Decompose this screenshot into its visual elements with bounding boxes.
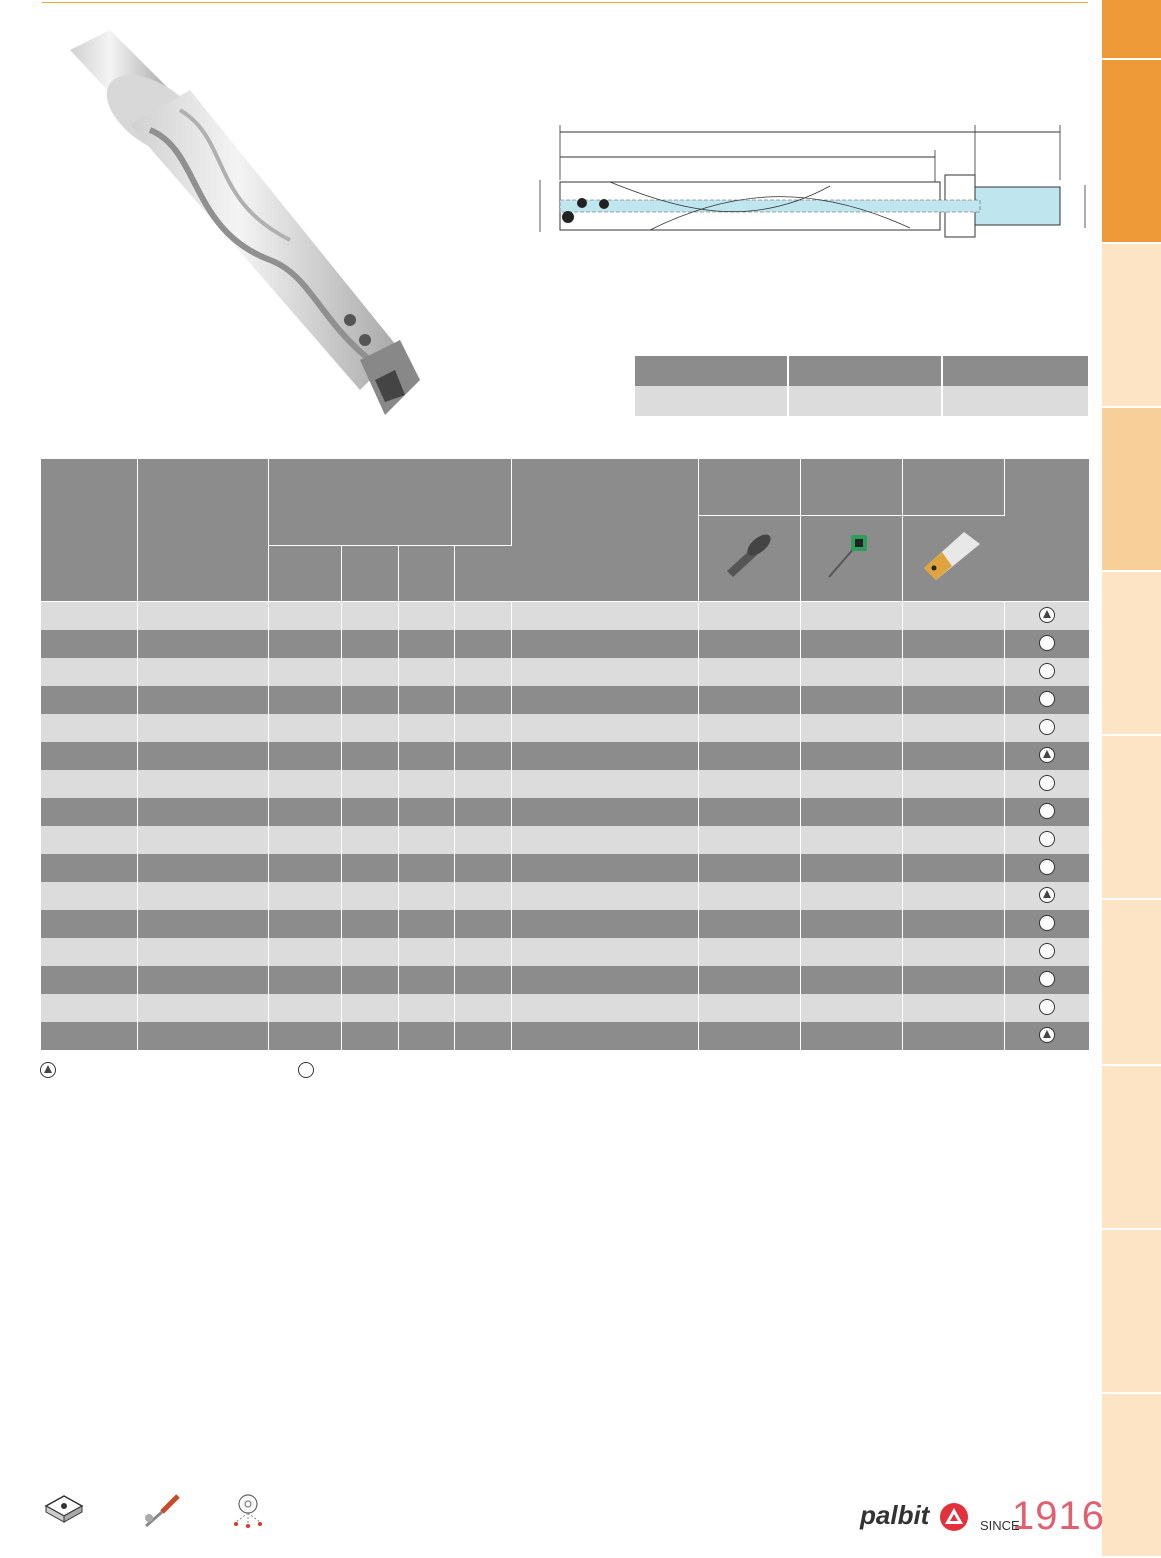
stock-full-icon [40,1062,56,1078]
side-tab-2[interactable] [1102,60,1161,244]
table-cell [341,770,398,798]
table-cell [800,742,902,770]
table-cell [137,1022,268,1050]
stock-empty-icon [1039,915,1055,931]
stock-cell [1004,854,1089,882]
table-cell [698,826,800,854]
brand-logo [860,1500,969,1532]
side-tab-8[interactable] [1102,1066,1161,1230]
table-cell [137,966,268,994]
table-cell [454,770,511,798]
table-cell [902,601,1004,630]
table-cell [800,714,902,742]
table-row [41,798,1089,826]
table-cell [800,966,902,994]
stock-empty-icon [1039,775,1055,791]
stock-empty-icon [1039,691,1055,707]
table-cell [511,714,698,742]
table-cell [41,938,137,966]
table-cell [41,882,137,910]
stock-empty-icon [298,1062,314,1078]
col-subheader [454,545,511,601]
table-row [41,714,1089,742]
table-cell [268,966,341,994]
table-cell [511,826,698,854]
table-cell [268,910,341,938]
col-header-group [268,459,511,545]
table-cell [137,938,268,966]
table-cell [137,742,268,770]
brand-mark-icon [939,1502,969,1532]
table-row [41,601,1089,630]
side-tab-7[interactable] [1102,900,1161,1066]
brand-name: palbit [860,1500,930,1530]
table-cell [268,742,341,770]
table-cell [137,714,268,742]
table-row [41,938,1089,966]
table-cell [268,770,341,798]
stock-cell [1004,882,1089,910]
spec-cell [635,386,788,416]
table-cell [41,658,137,686]
table-cell [268,601,341,630]
table-cell [800,686,902,714]
table-cell [341,658,398,686]
table-cell [511,882,698,910]
table-cell [511,686,698,714]
table-cell [137,770,268,798]
table-cell [41,630,137,658]
table-cell [902,686,1004,714]
table-cell [800,798,902,826]
stock-cell [1004,658,1089,686]
table-cell [511,798,698,826]
stock-cell [1004,770,1089,798]
table-cell [454,826,511,854]
table-cell [800,826,902,854]
table-cell [268,994,341,1022]
stock-full-icon [1039,607,1055,623]
stock-empty-icon [1039,943,1055,959]
side-tab-4[interactable] [1102,408,1161,572]
legend-stock-empty [298,1062,314,1078]
table-cell [902,826,1004,854]
table-cell [398,742,454,770]
table-cell [698,686,800,714]
coolant-icon [228,1494,268,1530]
side-tab-column [1102,0,1161,1556]
table-row [41,854,1089,882]
table-row [41,966,1089,994]
table-cell [698,882,800,910]
table-cell [800,630,902,658]
top-rule [42,2,1088,3]
stock-cell [1004,798,1089,826]
table-cell [698,910,800,938]
table-cell [698,1022,800,1050]
table-cell [511,994,698,1022]
table-cell [268,854,341,882]
table-cell [698,601,800,630]
table-row [41,910,1089,938]
stock-cell [1004,601,1089,630]
table-cell [341,854,398,882]
table-cell [268,798,341,826]
table-cell [800,994,902,1022]
spec-cell [942,386,1088,416]
product-table-body [41,601,1089,1050]
table-cell [511,601,698,630]
side-tab-3[interactable] [1102,244,1161,408]
table-cell [511,630,698,658]
table-cell [41,714,137,742]
table-row [41,826,1089,854]
screwdriver-icon [140,1494,180,1530]
table-cell [454,938,511,966]
table-cell [137,910,268,938]
spec-table [635,356,1088,416]
spec-header-row [635,356,1088,386]
table-cell [454,854,511,882]
stock-empty-icon [1039,719,1055,735]
table-cell [341,994,398,1022]
table-cell [698,630,800,658]
table-cell [398,601,454,630]
table-cell [41,994,137,1022]
table-cell [454,910,511,938]
table-row [41,994,1089,1022]
since-label: SINCE [980,1518,1020,1533]
table-cell [341,601,398,630]
table-cell [511,770,698,798]
table-cell [698,714,800,742]
stock-empty-icon [1039,635,1055,651]
spec-header-cell [635,356,788,386]
table-cell [902,630,1004,658]
table-row [41,770,1089,798]
table-cell [398,882,454,910]
product-table [41,459,1089,1050]
stock-cell [1004,630,1089,658]
table-cell [137,658,268,686]
table-cell [902,910,1004,938]
col-header [800,459,902,515]
table-cell [454,798,511,826]
table-cell [511,742,698,770]
side-tab-9[interactable] [1102,1230,1161,1394]
table-cell [454,686,511,714]
table-cell [398,1022,454,1050]
table-cell [398,798,454,826]
table-cell [341,742,398,770]
stock-empty-icon [1039,831,1055,847]
table-cell [341,798,398,826]
table-cell [698,798,800,826]
table-cell [341,714,398,742]
spec-header-cell [942,356,1088,386]
table-cell [137,601,268,630]
screw-icon [698,515,800,601]
stock-empty-icon [1039,971,1055,987]
table-row [41,658,1089,686]
table-cell [137,798,268,826]
table-cell [800,770,902,798]
table-cell [511,854,698,882]
table-cell [698,770,800,798]
table-cell [137,826,268,854]
table-cell [268,714,341,742]
table-cell [800,854,902,882]
spec-cell [788,386,942,416]
table-cell [41,686,137,714]
table-cell [800,658,902,686]
spec-data-row [635,386,1088,416]
col-header [137,459,268,601]
table-cell [268,630,341,658]
table-cell [268,882,341,910]
table-cell [800,1022,902,1050]
table-cell [398,854,454,882]
col-subheader [398,545,454,601]
table-cell [902,854,1004,882]
drill-diagram [530,120,1095,240]
table-cell [41,1022,137,1050]
table-cell [137,686,268,714]
table-cell [398,826,454,854]
table-cell [511,938,698,966]
col-header [1004,459,1089,601]
stock-full-icon [1039,1027,1055,1043]
table-cell [902,770,1004,798]
table-row [41,1022,1089,1050]
side-tab-1[interactable] [1102,0,1161,60]
table-cell [698,742,800,770]
table-cell [41,826,137,854]
coolant-nozzle-icon [902,515,1004,601]
table-cell [341,938,398,966]
table-cell [398,770,454,798]
table-cell [41,798,137,826]
table-cell [268,938,341,966]
table-cell [268,826,341,854]
stock-empty-icon [1039,663,1055,679]
table-cell [698,658,800,686]
torx-key-icon [800,515,902,601]
table-cell [902,742,1004,770]
stock-cell [1004,686,1089,714]
table-cell [398,686,454,714]
table-cell [454,714,511,742]
table-cell [800,910,902,938]
table-cell [454,994,511,1022]
table-cell [902,966,1004,994]
col-header [698,459,800,515]
table-cell [902,714,1004,742]
table-cell [398,966,454,994]
table-cell [268,1022,341,1050]
table-cell [454,1022,511,1050]
table-cell [800,938,902,966]
table-cell [41,966,137,994]
table-cell [341,882,398,910]
spec-header-cell [788,356,942,386]
drill-photo [40,30,440,440]
table-cell [398,658,454,686]
table-cell [454,882,511,910]
stock-cell [1004,910,1089,938]
side-tab-5[interactable] [1102,572,1161,736]
table-cell [902,1022,1004,1050]
table-cell [454,742,511,770]
table-cell [341,910,398,938]
table-cell [902,994,1004,1022]
table-cell [137,882,268,910]
table-cell [137,854,268,882]
table-row [41,742,1089,770]
since-year: 1916 [1012,1494,1105,1538]
table-cell [902,798,1004,826]
table-cell [137,630,268,658]
stock-empty-icon [1039,803,1055,819]
side-tab-10[interactable] [1102,1394,1161,1558]
col-header [511,459,698,601]
table-cell [800,601,902,630]
table-cell [698,994,800,1022]
table-cell [800,882,902,910]
table-cell [398,910,454,938]
table-cell [41,770,137,798]
stock-cell [1004,742,1089,770]
insert-icon [44,1494,84,1524]
table-cell [41,854,137,882]
table-cell [341,630,398,658]
table-cell [398,714,454,742]
col-header [41,459,137,601]
table-cell [41,601,137,630]
table-cell [511,658,698,686]
table-cell [454,658,511,686]
table-cell [511,966,698,994]
stock-empty-icon [1039,859,1055,875]
stock-cell [1004,938,1089,966]
stock-cell [1004,1022,1089,1050]
stock-full-icon [1039,747,1055,763]
col-header [902,459,1004,515]
table-row [41,686,1089,714]
table-cell [341,686,398,714]
table-cell [454,601,511,630]
col-subheader [341,545,398,601]
table-cell [341,826,398,854]
table-cell [454,966,511,994]
table-cell [902,882,1004,910]
table-cell [902,658,1004,686]
table-cell [398,938,454,966]
stock-full-icon [1039,887,1055,903]
table-cell [398,994,454,1022]
table-cell [268,658,341,686]
stock-cell [1004,966,1089,994]
table-cell [511,1022,698,1050]
table-cell [511,910,698,938]
stock-empty-icon [1039,999,1055,1015]
table-cell [698,938,800,966]
stock-cell [1004,714,1089,742]
legend-stock-full [40,1062,56,1078]
stock-cell [1004,994,1089,1022]
table-cell [698,966,800,994]
col-subheader [268,545,341,601]
table-row [41,630,1089,658]
table-cell [454,630,511,658]
table-row [41,882,1089,910]
table-cell [268,686,341,714]
stock-cell [1004,826,1089,854]
table-cell [902,938,1004,966]
table-cell [41,742,137,770]
table-cell [341,966,398,994]
table-cell [341,1022,398,1050]
table-cell [41,910,137,938]
table-cell [698,854,800,882]
side-tab-6[interactable] [1102,736,1161,900]
table-cell [398,630,454,658]
table-cell [137,994,268,1022]
